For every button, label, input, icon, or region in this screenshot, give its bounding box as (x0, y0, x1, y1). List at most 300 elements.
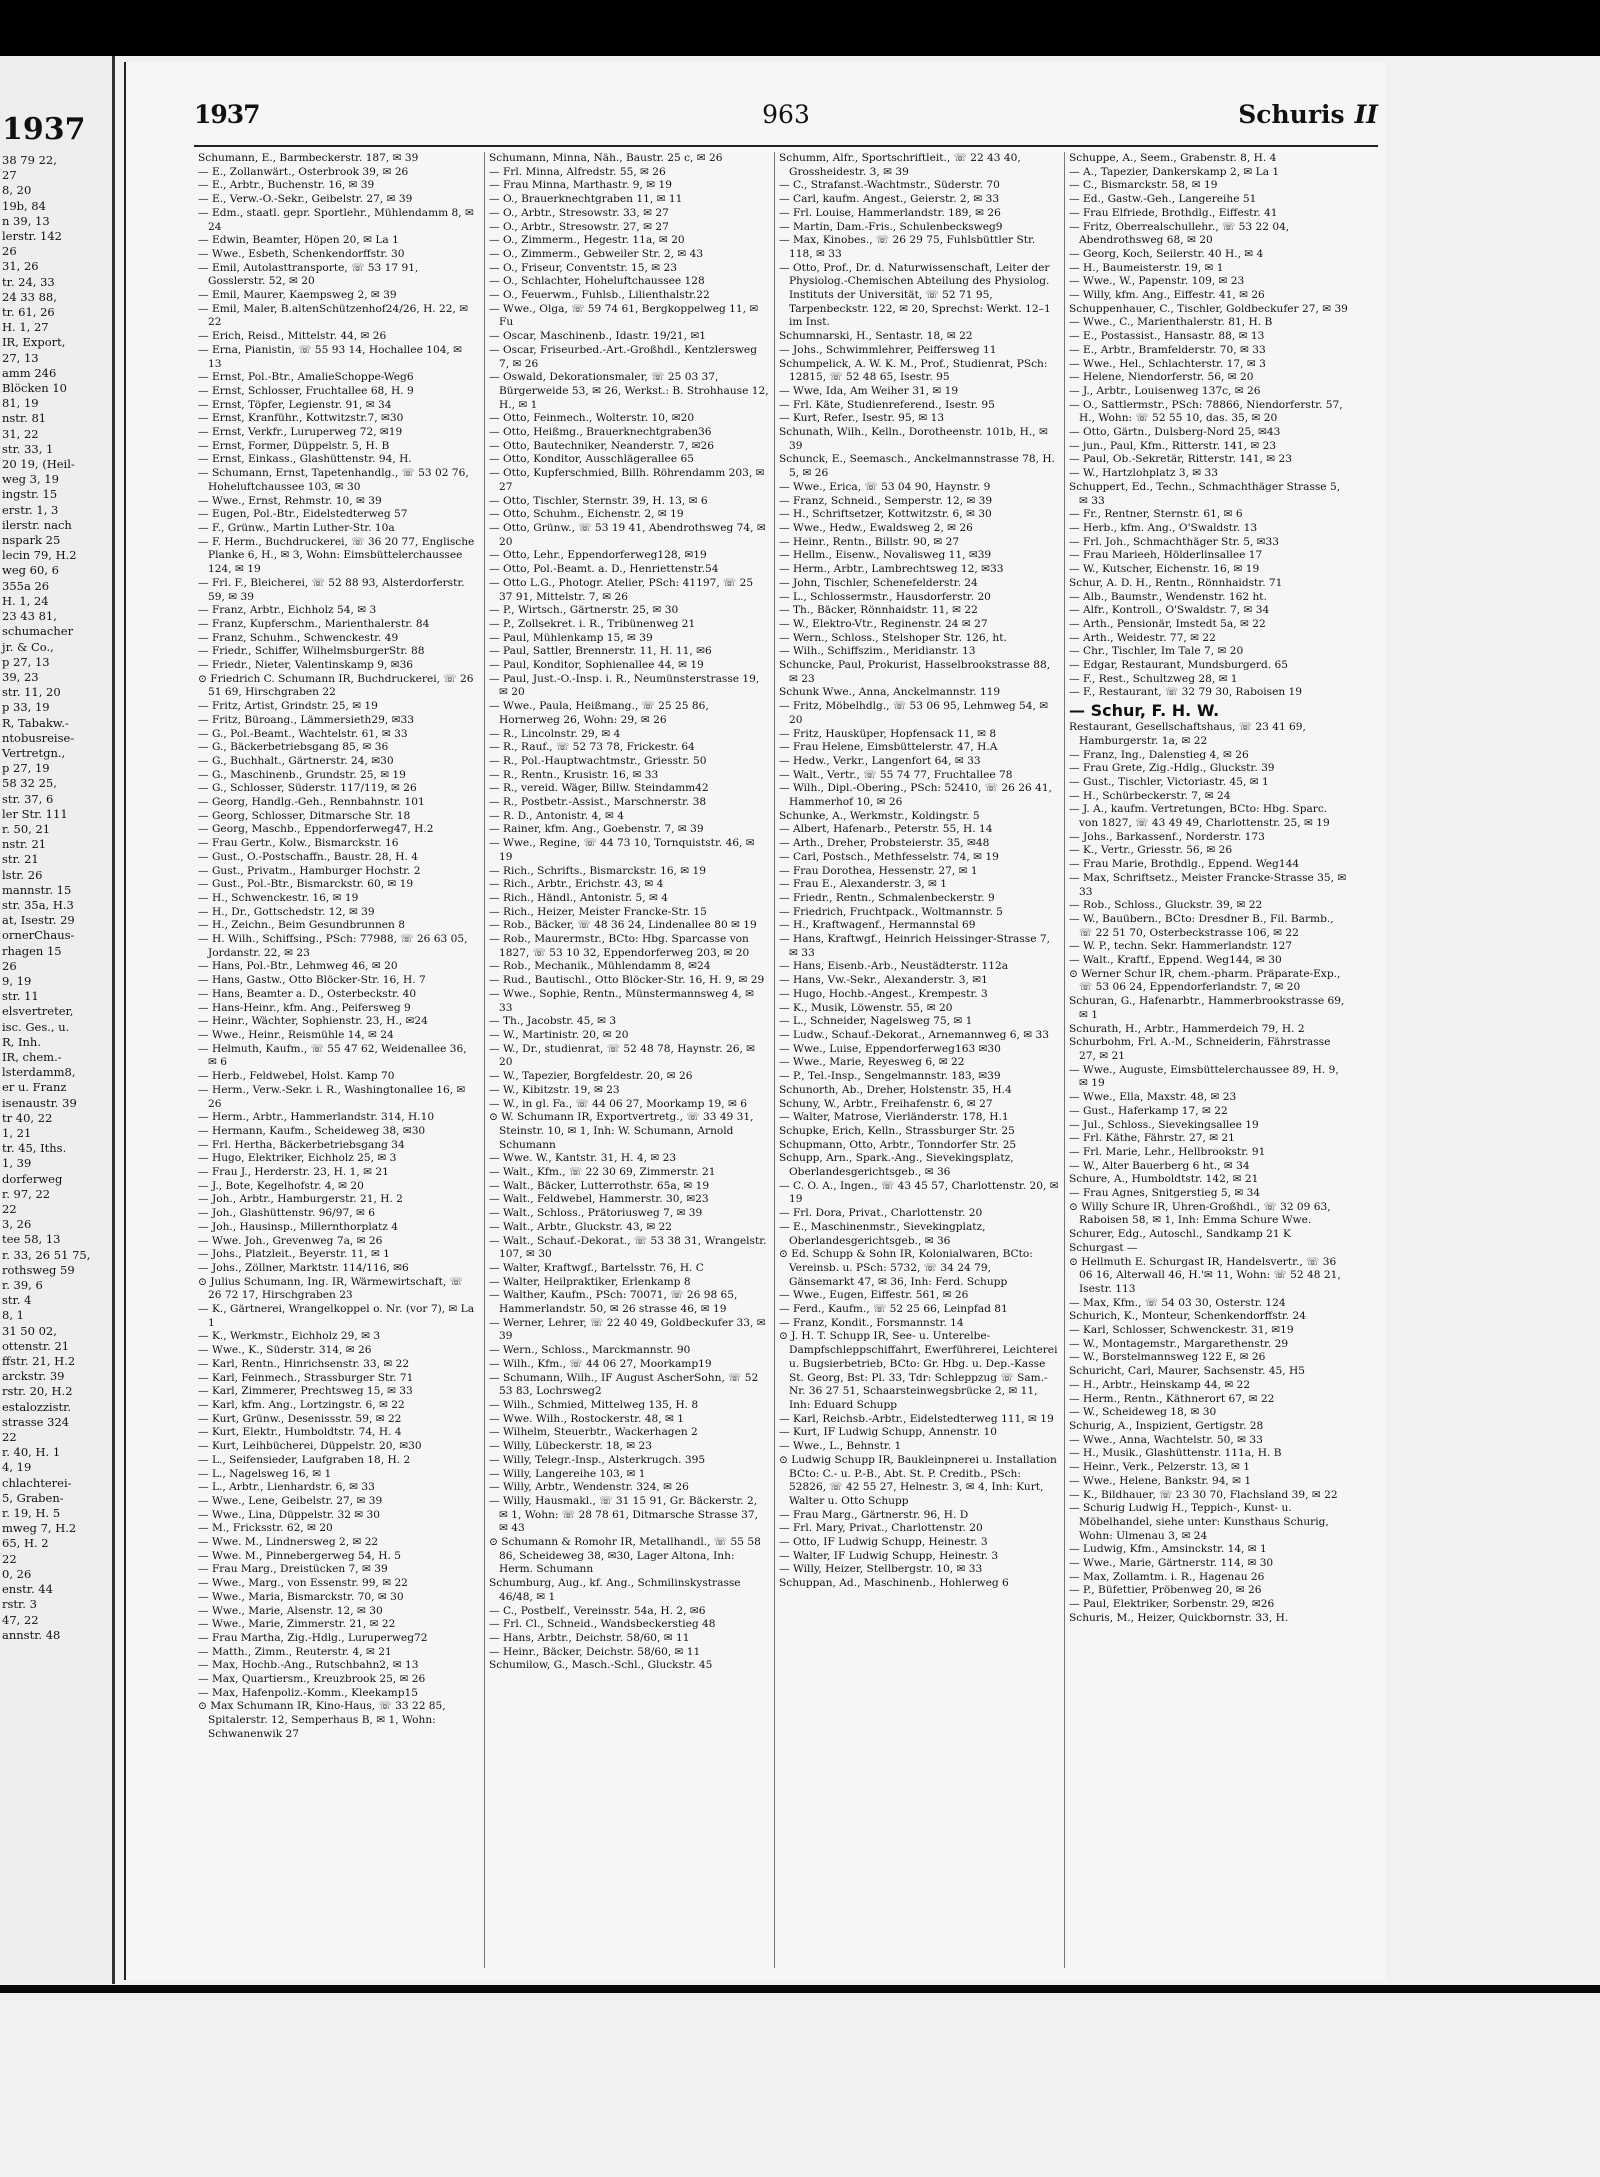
previous-page-line: nstr. 81 (2, 411, 47, 426)
directory-entry: — Frau E., Alexanderstr. 3, ✉ 1 (779, 878, 948, 891)
previous-page-line: isenaustr. 39 (2, 1095, 77, 1110)
directory-entry: — R. D., Antonistr. 4, ✉ 4 (489, 809, 624, 822)
directory-entry: Schupke, Erich, Kelln., Strassburger Str. 25 (779, 1124, 1015, 1137)
directory-entry: — W., in gl. Fa., ☏ 44 06 27, Moorkamp 19, ✉ 6 (489, 1097, 747, 1110)
directory-entry: — Frau Marg., Dreistücken 7, ✉ 39 (198, 1563, 388, 1576)
previous-page-line: rstr. 3 (2, 1597, 37, 1612)
directory-entry: — C., Strafanst.-Wachtmstr., Süderstr. 70 (779, 179, 1000, 192)
directory-entry: — Emil, Maler, B.altenSchützenhof24/26, H. 22, ✉ 22 (198, 302, 469, 329)
directory-entry: — L., Schneider, Nagelsweg 75, ✉ 1 (779, 1015, 973, 1028)
directory-entry: — Herb., kfm. Ang., O'Swaldstr. 13 (1069, 521, 1258, 534)
directory-entry: — Walther, Kaufm., PSch: 70071, ☏ 26 98 65, Hammerlandstr. 50, ✉ 26 strasse 46, ✉ 19 (489, 1289, 738, 1316)
directory-entry: — Wwe., Anna, Wachtelstr. 50, ✉ 33 (1069, 1433, 1263, 1446)
directory-entry: — O., Sattlermstr., PSch: 78866, Niendorferstr. 57, H., Wohn: ☏ 52 55 10, das. 35, ✉ 20 (1069, 398, 1343, 425)
directory-entry: — E., Arbtr., Buchenstr. 16, ✉ 39 (198, 179, 375, 192)
directory-entry: — Heinr., Wächter, Sophienstr. 23, H., ✉24 (198, 1015, 428, 1028)
directory-entry: — Max, Kfm., ☏ 54 03 30, Osterstr. 124 (1069, 1296, 1286, 1309)
directory-entry: — Georg, Maschb., Eppendorferweg47, H.2 (198, 823, 434, 836)
directory-entry: — Walter, IF Ludwig Schupp, Heinestr. 3 (779, 1549, 999, 1562)
directory-entry: — Fritz, Büroang., Lämmersieth29, ✉33 (198, 713, 414, 726)
directory-entry: ⊙ Willy Schure IR, Uhren-Großhdl., ☏ 32 09 63, Raboisen 58, ✉ 1, Inh: Emma Schure Wwe. (1069, 1200, 1331, 1227)
directory-entry: — Th., Jacobstr. 45, ✉ 3 (489, 1015, 617, 1028)
previous-page-line: 65, H. 2 (2, 1536, 49, 1551)
running-head-word: Schuris (1238, 100, 1345, 129)
directory-entry: — Otto, Heißmg., Brauerknechtgraben36 (489, 426, 712, 439)
directory-entry: — Oswald, Dekorationsmaler, ☏ 25 03 37, Bürgerweide 53, ✉ 26, Werkst.: B. Strohhause 12, H., ✉ 1 (489, 371, 769, 411)
directory-entry: — Willy, Langereihe 103, ✉ 1 (489, 1467, 646, 1480)
directory-entry: — Rob., Mechanik., Mühlendamm 8, ✉24 (489, 960, 711, 973)
previous-page-line: 47, 22 (2, 1612, 39, 1627)
directory-entry: — K., Vertr., Griesstr. 56, ✉ 26 (1069, 844, 1233, 857)
directory-entry: — Emil, Maurer, Kaempsweg 2, ✉ 39 (198, 289, 397, 302)
directory-entry: — Kurt, Refer., Isestr. 95, ✉ 13 (779, 412, 945, 425)
directory-entry: — E., Verw.-O.-Sekr., Geibelstr. 27, ✉ 39 (198, 193, 413, 206)
directory-entry: — Fritz, Hausküper, Hopfensack 11, ✉ 8 (779, 727, 997, 740)
directory-entry: Schupmann, Otto, Arbtr., Tonndorfer Str. 25 (779, 1138, 1017, 1151)
directory-entry: — Walt., Schauf.-Dekorat., ☏ 53 38 31, Wrangelstr. 107, ✉ 30 (489, 1234, 767, 1261)
directory-entry: — J., Bote, Kegelhofstr. 4, ✉ 20 (198, 1179, 364, 1192)
directory-entry: — Otto, Bautechniker, Neanderstr. 7, ✉26 (489, 439, 714, 452)
directory-entry: — Max, Quartiersm., Kreuzbrook 25, ✉ 26 (198, 1673, 426, 1686)
directory-entry: Schunk Wwe., Anna, Anckelmannstr. 119 (779, 686, 1001, 699)
directory-entry: — Chr., Tischler, Im Tale 7, ✉ 20 (1069, 645, 1244, 658)
directory-entry: Schuricht, Carl, Maurer, Sachsenstr. 45, H5 (1069, 1365, 1305, 1378)
directory-entry: ⊙ W. Schumann IR, Exportvertretg., ☏ 33 49 31, Steinstr. 10, ✉ 1, Inh: W. Schumann, Arnold Schumann (489, 1111, 754, 1151)
previous-page-line: r. 39, 6 (2, 1278, 43, 1293)
previous-page-line: 19b, 84 (2, 198, 46, 213)
directory-entry: — Ernst, Kranführ., Kottwitzstr.7, ✉30 (198, 412, 404, 425)
directory-entry: — Hermann, Kaufm., Scheideweg 38, ✉30 (198, 1124, 426, 1137)
directory-entry: — Kurt, Grünw., Desenissstr. 59, ✉ 22 (198, 1412, 402, 1425)
directory-entry: — H., Schwenckestr. 16, ✉ 19 (198, 891, 359, 904)
previous-page-line: schumacher (2, 624, 74, 639)
previous-page-line: lecin 79, H.2 (2, 548, 77, 563)
previous-page-line: ilerstr. nach (2, 517, 72, 532)
directory-entry: — Wwe. Wilh., Rostockerstr. 48, ✉ 1 (489, 1412, 684, 1425)
directory-entry: Schurbohm, Frl. A.-M., Schneiderin, Fährstrasse 27, ✉ 21 (1069, 1036, 1331, 1062)
directory-entry: — H., Arbtr., Heinskamp 44, ✉ 22 (1069, 1378, 1251, 1391)
directory-entry: — Walt., Bäcker, Lutterrothstr. 65a, ✉ 19 (489, 1179, 710, 1192)
directory-entry: — Georg, Koch, Seilerstr. 40 H., ✉ 4 (1069, 247, 1264, 260)
directory-entry: — Herb., Feldwebel, Holst. Kamp 70 (198, 1070, 395, 1083)
directory-entry: — Wern., Schloss., Stelshoper Str. 126, ht. (779, 631, 1007, 644)
directory-entry: Schunke, A., Werkmstr., Koldingstr. 5 (779, 809, 980, 822)
previous-page-line: 31, 22 (2, 426, 39, 441)
directory-entry: — E., Arbtr., Bramfelderstr. 70, ✉ 33 (1069, 343, 1266, 356)
directory-entry: — W., Scheideweg 18, ✉ 30 (1069, 1406, 1217, 1419)
directory-entry: Schumm, Alfr., Sportschriftleit., ☏ 22 43 40, Grossheidestr. 3, ✉ 39 (779, 152, 1021, 178)
directory-entry: — Edwin, Beamter, Höpen 20, ✉ La 1 (198, 234, 399, 247)
directory-entry: — Paul, Konditor, Sophienallee 44, ✉ 19 (489, 659, 704, 672)
directory-entry: — Hans, Vw.-Sekr., Alexanderstr. 3, ✉1 (779, 974, 988, 987)
previous-page-line: str. 33, 1 (2, 441, 54, 456)
previous-page-line: p 33, 19 (2, 700, 50, 715)
previous-page-line: 22 (2, 1551, 17, 1566)
directory-page (124, 62, 1386, 1980)
directory-entry: — Franz, Schneid., Semperstr. 12, ✉ 39 (779, 494, 993, 507)
previous-page-line: chlachterei- (2, 1475, 72, 1490)
directory-entry: — W., Alter Bauerberg 6 ht., ✉ 34 (1069, 1159, 1250, 1172)
directory-entry: — John, Tischler, Schenefelderstr. 24 (779, 576, 978, 589)
previous-page-line: 1, 21 (2, 1126, 32, 1140)
directory-entry: — Wwe., Auguste, Eimsbüttelerchaussee 89, H. 9, ✉ 19 (1069, 1063, 1339, 1090)
running-head (1238, 100, 1378, 129)
directory-entry: — Heinr., Verk., Pelzerstr. 13, ✉ 1 (1069, 1461, 1250, 1474)
directory-entry: — Frau Marieeh, Hölderlinsallee 17 (1069, 549, 1263, 562)
directory-entry: — Heinr., Rentn., Billstr. 90, ✉ 27 (779, 535, 960, 548)
previous-page-line: r. 40, H. 1 (2, 1445, 61, 1460)
directory-entry: — F. Herm., Buchdruckerei, ☏ 36 20 77, Englische Planke 6, H., ✉ 3, Wohn: Eimsbüttelerchaussee 124, ✉ 19 (198, 535, 475, 576)
previous-page-line: tr. 24, 33 (2, 274, 55, 289)
directory-entry: — Otto, Grünw., ☏ 53 19 41, Abendrothsweg 74, ✉ 20 (489, 521, 766, 548)
directory-entry: — Joh., Arbtr., Hamburgerstr. 21, H. 2 (198, 1193, 403, 1206)
column-3 (774, 152, 1059, 1968)
previous-page-line: 27 (2, 168, 17, 183)
previous-page-line: tr. 61, 26 (2, 305, 55, 320)
directory-entry: — Joh., Hausinsp., Millernthorplatz 4 (198, 1220, 398, 1233)
previous-page-line: str. 4 (2, 1293, 32, 1308)
directory-entry: — Max, Zollamtm. i. R., Hagenau 26 (1069, 1570, 1265, 1583)
directory-entry: — H. Wilh., Schiffsing., PSch: 77988, ☏ 26 63 05, Jordanstr. 22, ✉ 23 (198, 933, 468, 959)
directory-entry: — Wilh., Kfm., ☏ 44 06 27, Moorkamp19 (489, 1357, 712, 1370)
directory-entry: — Hans, Eisenb.-Arb., Neustädterstr. 112a (779, 960, 1009, 973)
directory-entry: — Gust., O.-Postschaffn., Baustr. 28, H. 4 (198, 850, 418, 863)
directory-entry: — Hans, Gastw., Otto Blöcker-Str. 16, H. 7 (198, 974, 426, 987)
directory-entry: — W., Kibitzstr. 19, ✉ 23 (489, 1083, 620, 1096)
directory-entry: ⊙ Ed. Schupp & Sohn IR, Kolonialwaren, BCto: Vereinsb. u. PSch: 5732, ☏ 34 24 79, Gänsemarkt 47, ✉ 36, Inh: Ferd. Schupp (779, 1248, 1033, 1288)
directory-entry: — L., Schlossermstr., Hausdorferstr. 20 (779, 590, 991, 603)
directory-entry: Schuppert, Ed., Techn., Schmachthäger Strasse 5, ✉ 33 (1069, 480, 1341, 507)
directory-entry: — O., Feuerwm., Fuhlsb., Lilienthalstr.22 (489, 289, 710, 302)
directory-entry: Schure, A., Humboldtstr. 142, ✉ 21 (1069, 1173, 1259, 1186)
directory-entry: — Heinr., Bäcker, Deichstr. 58/60, ✉ 11 (489, 1645, 701, 1658)
directory-entry: — Willy, Heizer, Stellbergstr. 10, ✉ 33 (779, 1563, 983, 1576)
directory-entry: — Joh., Glashüttenstr. 96/97, ✉ 6 (198, 1207, 375, 1220)
column-4 (1064, 152, 1349, 1968)
directory-entry: — jun., Paul, Kfm., Ritterstr. 141, ✉ 23 (1069, 439, 1277, 452)
directory-entry: — Walter, Matrose, Vierländerstr. 178, H.1 (779, 1111, 1009, 1124)
directory-entry: — Frau Gertr., Kolw., Bismarckstr. 16 (198, 837, 399, 850)
directory-entry: — Hugo, Hochb.-Angest., Krempestr. 3 (779, 987, 988, 1000)
directory-entry: — Wwe., Ernst, Rehmstr. 10, ✉ 39 (198, 494, 382, 507)
directory-entry: Schurer, Edg., Autoschl., Sandkamp 21 K (1069, 1228, 1291, 1241)
previous-page-line: weg 60, 6 (2, 563, 59, 578)
directory-entry: — Herm., Arbtr., Hammerlandstr. 314, H.10 (198, 1111, 435, 1124)
directory-entry: — Walt., Kfm., ☏ 22 30 69, Zimmerstr. 21 (489, 1166, 716, 1179)
directory-entry: — P., Wirtsch., Gärtnerstr. 25, ✉ 30 (489, 604, 679, 617)
directory-entry: — O., Arbtr., Stresowstr. 33, ✉ 27 (489, 206, 669, 219)
directory-entry: — Wwe., Marie, Reyesweg 6, ✉ 22 (779, 1056, 965, 1069)
directory-entry: — Wwe. M., Pinnebergerweg 54, H. 5 (198, 1549, 401, 1562)
directory-entry: — Otto, IF Ludwig Schupp, Heinestr. 3 (779, 1536, 988, 1549)
directory-entry: ⊙ Friedrich C. Schumann IR, Buchdruckerei, ☏ 26 51 69, Hirschgraben 22 (198, 672, 474, 699)
previous-page-line: estalozzistr. (2, 1399, 71, 1414)
previous-page-line: ornerChaus- (2, 928, 75, 943)
directory-entry: — Wwe., Marie, Gärtnerstr. 114, ✉ 30 (1069, 1557, 1274, 1570)
directory-entry: — Wwe., Marie, Zimmerstr. 21, ✉ 22 (198, 1618, 396, 1631)
previous-page-line: 3, 26 (2, 1217, 32, 1232)
directory-entry: — L., Seifensieder, Laufgraben 18, H. 2 (198, 1453, 411, 1466)
directory-entry: — C., Bismarckstr. 58, ✉ 19 (1069, 179, 1218, 192)
directory-entry: — Karl, Rentn., Hinrichsenstr. 33, ✉ 22 (198, 1357, 410, 1370)
previous-page-line: rothsweg 59 (2, 1262, 75, 1277)
section-mark: II (1354, 100, 1378, 129)
directory-entry: — Walter, Heilpraktiker, Erlenkamp 8 (489, 1275, 691, 1288)
directory-entry: — Willy, Hausmakl., ☏ 31 15 91, Gr. Bäckerstr. 2, ✉ 1, Wohn: ☏ 28 78 61, Ditmarsche Strasse 37, ✉ 43 (489, 1494, 759, 1535)
directory-entry: — Schumann, Wilh., IF August AscherSohn, ☏ 52 53 83, Lochrsweg2 (489, 1371, 759, 1398)
directory-entry: — Hans, Arbtr., Deichstr. 58/60, ✉ 11 (489, 1631, 690, 1644)
directory-entry: — Ferd., Kaufm., ☏ 52 25 66, Leinpfad 81 (779, 1303, 1008, 1316)
directory-entry: ⊙ Werner Schur IR, chem.-pharm. Präparate-Exp., ☏ 53 06 24, Eppendorferlandstr. 7, ✉ 20 (1069, 967, 1341, 994)
directory-entry: Schuncke, Paul, Prokurist, Hasselbrookstrasse 88, ✉ 23 (779, 659, 1051, 685)
directory-entry: — E., Postassist., Hansastr. 88, ✉ 13 (1069, 330, 1265, 343)
previous-page-line: p 27, 13 (2, 654, 50, 669)
previous-page-line: jr. & Co., (2, 639, 54, 654)
directory-entry: — Arth., Pensionär, Imstedt 5a, ✉ 22 (1069, 617, 1266, 630)
directory-entry: — Wwe., Eugen, Eiffestr. 561, ✉ 26 (779, 1289, 969, 1302)
directory-entry: — Frau Martha, Zig.-Hdlg., Luruperweg72 (198, 1631, 428, 1644)
directory-entry: — G., Pol.-Beamt., Wachtelstr. 61, ✉ 33 (198, 727, 408, 740)
directory-entry: — Frl. Hertha, Bäckerbetriebsgang 34 (198, 1138, 405, 1151)
directory-entry: Schumilow, G., Masch.-Schl., Gluckstr. 45 (489, 1659, 713, 1672)
directory-entry: — Otto, Prof., Dr. d. Naturwissenschaft, Leiter der Physiolog.-Chemischen Abteilung des Physiolog. Instituts der Universität, ☏ 52 71 95, Tarpenbeckstr. 122, ✉ 20, Sprechst: Werkt. 12–1 im Inst. (779, 261, 1051, 329)
previous-page-line: nstr. 21 (2, 837, 47, 852)
directory-entry: Schumann, Minna, Näh., Baustr. 25 c, ✉ 26 (489, 152, 723, 164)
directory-entry: — Herm., Verw.-Sekr. i. R., Washingtonallee 16, ✉ 26 (198, 1083, 466, 1110)
directory-entry: — Wwe., Marie, Alsenstr. 12, ✉ 30 (198, 1604, 383, 1617)
directory-entry: — Frl. Käthe, Fährstr. 27, ✉ 21 (1069, 1132, 1235, 1145)
directory-entry: — Rich., Heizer, Meister Francke-Str. 15 (489, 905, 707, 918)
previous-page-line: IR, Export, (2, 335, 66, 350)
directory-entry: — P., Tel.-Insp., Sengelmannstr. 183, ✉39 (779, 1070, 1001, 1083)
directory-entry: — C. O. A., Ingen., ☏ 43 45 57, Charlottenstr. 20, ✉ 19 (779, 1179, 1059, 1206)
previous-page-line: p 27, 19 (2, 761, 50, 776)
previous-page-line: ingstr. 15 (2, 487, 58, 502)
previous-page-line: ottenstr. 21 (2, 1338, 70, 1353)
directory-entry: — Fr., Rentner, Sternstr. 61, ✉ 6 (1069, 508, 1243, 521)
directory-entry: — Frl. Marie, Lehr., Hellbrookstr. 91 (1069, 1145, 1266, 1158)
directory-entry: — Walt., Schloss., Prätoriusweg 7, ✉ 39 (489, 1207, 703, 1220)
directory-entry: — Friedr., Schiffer, WilhelmsburgerStr. 88 (198, 645, 425, 658)
directory-entry: — W., Tapezier, Borgfeldestr. 20, ✉ 26 (489, 1070, 693, 1083)
previous-page-line: r. 97, 22 (2, 1186, 51, 1201)
directory-entry: — Wwe., Helene, Bankstr. 94, ✉ 1 (1069, 1474, 1252, 1487)
directory-entry: — Frau Marie, Brothdlg., Eppend. Weg144 (1069, 858, 1300, 871)
directory-entry: — Werner, Lehrer, ☏ 22 40 49, Goldbeckufer 33, ✉ 39 (489, 1316, 766, 1343)
directory-columns (194, 152, 1378, 1968)
directory-entry: — K., Bildhauer, ☏ 23 30 70, Flachsland 39, ✉ 22 (1069, 1488, 1338, 1501)
directory-entry: — K., Werkmstr., Eichholz 29, ✉ 3 (198, 1330, 381, 1343)
previous-page-line: 24 33 88, (2, 289, 57, 304)
directory-entry: — Frau Marg., Gärtnerstr. 96, H. D (779, 1508, 969, 1521)
page-year: 1937 (194, 100, 260, 129)
directory-entry: — Franz, Arbtr., Eichholz 54, ✉ 3 (198, 604, 377, 617)
directory-entry: — H., Dr., Gottschedstr. 12, ✉ 39 (198, 905, 375, 918)
directory-entry: — Gust., Tischler, Victoriastr. 45, ✉ 1 (1069, 775, 1269, 788)
directory-entry: — R., vereid. Wäger, Billw. Steindamm42 (489, 782, 709, 795)
directory-entry: — Wern., Schloss., Marckmannstr. 90 (489, 1344, 691, 1357)
previous-page-line: 355a 26 (2, 578, 50, 593)
directory-entry: ⊙ Hellmuth E. Schurgast IR, Handelsvertr., ☏ 36 06 16, Alterwall 46, H.'✉ 11, Wohn: ☏ 52 48 21, Isestr. 113 (1069, 1255, 1341, 1295)
directory-entry: — G., Buchhalt., Gärtnerstr. 24, ✉30 (198, 754, 394, 767)
directory-entry: — W., Elektro-Vtr., Reginenstr. 24 ✉ 27 (779, 617, 988, 630)
directory-entry: — Frl. Minna, Alfredstr. 55, ✉ 26 (489, 165, 666, 178)
previous-page-lines (0, 153, 112, 1643)
previous-page-line: er u. Franz (2, 1080, 67, 1095)
directory-entry: — G., Bäckerbetriebsgang 85, ✉ 36 (198, 741, 389, 754)
directory-entry: — Max, Hochb.-Ang., Rutschbahn2, ✉ 13 (198, 1659, 419, 1672)
directory-entry: — W., Dr., studienrat, ☏ 52 48 78, Haynstr. 26, ✉ 20 (489, 1042, 756, 1069)
directory-entry: — Emil, Autolasttransporte, ☏ 53 17 91, Gosslerstr. 52, ✉ 20 (198, 261, 419, 288)
scan-border-top (0, 0, 1600, 56)
directory-entry: — Fritz, Möbelhdlg., ☏ 53 06 95, Lehmweg 54, ✉ 20 (779, 700, 1049, 726)
directory-entry: — Otto L.G., Photogr. Atelier, PSch: 41197, ☏ 25 37 91, Mittelstr. 7, ✉ 26 (489, 576, 754, 603)
directory-entry: — G., Maschinenb., Grundstr. 25, ✉ 19 (198, 768, 406, 781)
directory-entry: Schur, A. D. H., Rentn., Rönnhaidstr. 71 (1069, 576, 1283, 589)
directory-entry: — Frau Grete, Zig.-Hdlg., Gluckstr. 39 (1069, 762, 1275, 775)
previous-page-line: 26 (2, 244, 17, 259)
previous-page-line: annstr. 48 (2, 1627, 61, 1642)
directory-entry: — Rob., Schloss., Gluckstr. 39, ✉ 22 (1069, 899, 1263, 912)
previous-page-line: Vertretgn., (2, 745, 66, 760)
directory-entry: — Wwe., Ella, Maxstr. 48, ✉ 23 (1069, 1091, 1237, 1104)
directory-entry: — Frau J., Herderstr. 23, H. 1, ✉ 21 (198, 1166, 389, 1179)
directory-entry: — Wwe., K., Süderstr. 314, ✉ 26 (198, 1344, 372, 1357)
directory-entry: — Ludw., Schauf.-Dekorat., Arnemannweg 6, ✉ 33 (779, 1029, 1049, 1041)
directory-entry: — R., Rauf., ☏ 52 73 78, Frickestr. 64 (489, 741, 695, 754)
directory-entry: — Wwe., Marg., von Essenstr. 99, ✉ 22 (198, 1577, 408, 1590)
directory-entry: — Carl, kaufm. Angest., Geierstr. 2, ✉ 33 (779, 193, 1000, 206)
directory-entry: — Otto, Lehr., Eppendorferweg128, ✉19 (489, 549, 707, 562)
directory-entry: — Karl, Zimmerer, Prechtsweg 15, ✉ 33 (198, 1385, 413, 1398)
directory-entry: — Karl, Schlosser, Schwenckestr. 31, ✉19 (1069, 1324, 1294, 1337)
previous-page-line: tee 58, 13 (2, 1232, 61, 1247)
directory-entry: — R., Postbetr.-Assist., Marschnerstr. 38 (489, 796, 707, 809)
directory-entry: — Friedrich, Fruchtpack., Woltmannstr. 5 (779, 905, 1003, 918)
previous-page-line: R, Tabakw.- (2, 715, 69, 730)
previous-page-line: enstr. 44 (2, 1582, 53, 1597)
directory-entry: Schunorth, Ab., Dreher, Holstenstr. 35, H.4 (779, 1083, 1012, 1096)
directory-entry: — Schur, F. H. W. (1069, 701, 1220, 721)
directory-entry: ⊙ J. H. T. Schupp IR, See- u. Unterelbe-Dampfschleppschiffahrt, Ewerführerei, Leichterei u. Bugsierbetrieb, BCto: Gr. Hbg. u. Dep.-Kasse St. Georg, Bst: Pl. 33, Tdr: Schleppzug ☏ Sam.-Nr. 36 27 51, Schaarsteinwegsbrücke 2, ✉ 11, Inh: Eduard Schupp (779, 1330, 1058, 1411)
directory-entry: — Otto, Tischler, Sternstr. 39, H. 13, ✉ 6 (489, 494, 708, 507)
directory-entry: — Fritz, Artist, Grindstr. 25, ✉ 19 (198, 700, 378, 713)
directory-entry: — Frl. Joh., Schmachthäger Str. 5, ✉33 (1069, 535, 1280, 548)
directory-entry: — Otto, Feinmech., Wolterstr. 10, ✉20 (489, 412, 695, 425)
directory-entry: — Franz, Schuhm., Schwenckestr. 49 (198, 631, 399, 644)
directory-entry: — W., Borstelmannsweg 122 E, ✉ 26 (1069, 1351, 1266, 1364)
directory-entry: — Wwe., Luise, Eppendorferweg163 ✉30 (779, 1042, 1001, 1055)
directory-entry: — H., Kraftwagenf., Hermannstal 69 (779, 919, 976, 932)
directory-entry: — Rainer, kfm. Ang., Goebenstr. 7, ✉ 39 (489, 823, 704, 836)
previous-page-line: 9, 19 (2, 973, 32, 988)
previous-page-line: Blöcken 10 (2, 381, 67, 396)
previous-page-line: isc. Ges., u. (2, 1019, 70, 1034)
directory-entry: — Ernst, Pol.-Btr., AmalieSchoppe-Weg6 (198, 371, 414, 384)
directory-entry: — Wwe., Maria, Bismarckstr. 70, ✉ 30 (198, 1590, 404, 1603)
directory-entry: Schumann, E., Barmbeckerstr. 187, ✉ 39 (198, 152, 419, 164)
previous-page-line: R, Inh. (2, 1034, 41, 1049)
previous-page-line: str. 11, 20 (2, 685, 61, 700)
directory-entry: — Herm., Rentn., Käthnerort 67, ✉ 22 (1069, 1392, 1275, 1405)
directory-entry: — Frau Dorothea, Hessenstr. 27, ✉ 1 (779, 864, 978, 877)
directory-entry: — Ernst, Verkfr., Luruperweg 72, ✉19 (198, 426, 403, 439)
directory-entry: — Paul, Elektriker, Sorbenstr. 29, ✉26 (1069, 1598, 1275, 1611)
directory-entry: — W., Montagemstr., Margarethenstr. 29 (1069, 1337, 1289, 1350)
previous-page-line: str. 11 (2, 989, 39, 1004)
directory-entry: — Otto, Kupferschmied, Billh. Röhrendamm 203, ✉ 27 (489, 467, 765, 493)
directory-entry: — Willy, Arbtr., Wendenstr. 324, ✉ 26 (489, 1481, 689, 1494)
directory-entry: — O., Brauerknechtgraben 11, ✉ 11 (489, 193, 683, 206)
directory-entry: — Ernst, Schlosser, Fruchtallee 68, H. 9 (198, 384, 414, 397)
previous-page-line: tr 40, 22 (2, 1110, 53, 1125)
directory-entry: Schuran, G., Hafenarbtr., Hammerbrookstrasse 69, ✉ 1 (1069, 995, 1345, 1021)
previous-page-line: IR, chem.- (2, 1049, 62, 1064)
directory-entry: — Walt., Arbtr., Gluckstr. 43, ✉ 22 (489, 1220, 673, 1233)
directory-entry: — Wwe., W., Papenstr. 109, ✉ 23 (1069, 275, 1245, 288)
directory-entry: — Helmuth, Kaufm., ☏ 55 47 62, Weidenallee 36, ✉ 6 (198, 1042, 467, 1069)
directory-entry: — Herm., Arbtr., Lambrechtsweg 12, ✉33 (779, 563, 1004, 576)
directory-entry: — Kurt, Elektr., Humboldtstr. 74, H. 4 (198, 1426, 402, 1439)
directory-entry: — Arth., Weidestr. 77, ✉ 22 (1069, 631, 1216, 644)
directory-entry: — Wilh., Schmied, Mittelweg 135, H. 8 (489, 1398, 699, 1411)
directory-entry: — Oscar, Maschinenb., Idastr. 19/21, ✉1 (489, 330, 706, 343)
directory-entry: — Walt., Vertr., ☏ 55 74 77, Fruchtallee 78 (779, 768, 1013, 781)
directory-entry: — Arth., Dreher, Probsteierstr. 35, ✉48 (779, 837, 990, 850)
directory-entry: — Edm., staatl. gepr. Sportlehr., Mühlendamm 8, ✉ 24 (198, 206, 474, 233)
directory-entry: — Frl. Mary, Privat., Charlottenstr. 20 (779, 1522, 983, 1535)
directory-entry: — A., Tapezier, Dankerskamp 2, ✉ La 1 (1069, 165, 1280, 178)
directory-entry: Schurig, A., Inspizient, Gertigstr. 28 (1069, 1419, 1264, 1432)
directory-entry: — Albert, Hafenarb., Peterstr. 55, H. 14 (779, 823, 993, 836)
directory-entry: Schumnarski, H., Sentastr. 18, ✉ 22 (779, 330, 973, 343)
directory-entry: — W., Hartzlohplatz 3, ✉ 33 (1069, 467, 1219, 480)
directory-entry: — Gust., Privatm., Hamburger Hochstr. 2 (198, 864, 421, 877)
directory-entry: — Ernst, Former, Düppelstr. 5, H. B (198, 439, 390, 452)
directory-entry: Schurich, K., Monteur, Schenkendorffstr. 24 (1069, 1310, 1307, 1323)
directory-entry: — Edgar, Restaurant, Mundsburgerd. 65 (1069, 659, 1288, 672)
header-rule (194, 145, 1378, 147)
directory-entry: — O., Zimmerm., Hegestr. 11a, ✉ 20 (489, 234, 685, 247)
directory-entry: — W. P., techn. Sekr. Hammerlandstr. 127 (1069, 940, 1293, 953)
previous-page-line: r. 33, 26 51 75, (2, 1247, 91, 1262)
previous-page-line: 38 79 22, (2, 153, 57, 167)
directory-entry: — Wwe., C., Marienthalerstr. 81, H. B (1069, 316, 1273, 329)
previous-page-line: 22 (2, 1430, 17, 1445)
directory-entry: Schuris, M., Heizer, Quickbornstr. 33, H. (1069, 1611, 1289, 1624)
directory-entry: — Wwe., Esbeth, Schenkendorffstr. 30 (198, 247, 405, 260)
directory-entry: — Wwe, Ida, Am Weiher 31, ✉ 19 (779, 384, 959, 397)
directory-entry: — Gust., Pol.-Btr., Bismarckstr. 60, ✉ 19 (198, 878, 414, 891)
directory-entry: — Johs., Zöllner, Marktstr. 114/116, ✉6 (198, 1261, 409, 1274)
previous-page-line: 0, 26 (2, 1566, 32, 1581)
directory-entry: — Erich, Reisd., Mittelstr. 44, ✉ 26 (198, 330, 387, 343)
column-1 (194, 152, 478, 1968)
directory-entry: — R., Rentn., Krusistr. 16, ✉ 33 (489, 768, 659, 781)
directory-entry: — Ernst, Töpfer, Legienstr. 91, ✉ 34 (198, 398, 392, 411)
directory-entry: — H., Schriftsetzer, Kottwitzstr. 6, ✉ 30 (779, 508, 992, 521)
directory-entry: Schunath, Wilh., Kelln., Dorotheenstr. 101b, H., ✉ 39 (779, 426, 1048, 452)
directory-entry: — H., Baumeisterstr. 19, ✉ 1 (1069, 261, 1224, 274)
previous-page-line: elsvertreter, (2, 1004, 74, 1019)
directory-entry: — Wwe., Hedw., Ewaldsweg 2, ✉ 26 (779, 521, 973, 534)
directory-entry: — Otto, Schuhm., Eichenstr. 2, ✉ 19 (489, 508, 684, 521)
directory-entry: — Otto, Gärtn., Dulsberg-Nord 25, ✉43 (1069, 426, 1281, 439)
directory-entry: — Max, Hafenpoliz.-Komm., Kleekamp15 (198, 1686, 418, 1699)
previous-page-line: ffstr. 21, H.2 (2, 1354, 76, 1369)
previous-page-line: str. 21 (2, 852, 39, 867)
previous-page-line: r. 50, 21 (2, 821, 51, 836)
